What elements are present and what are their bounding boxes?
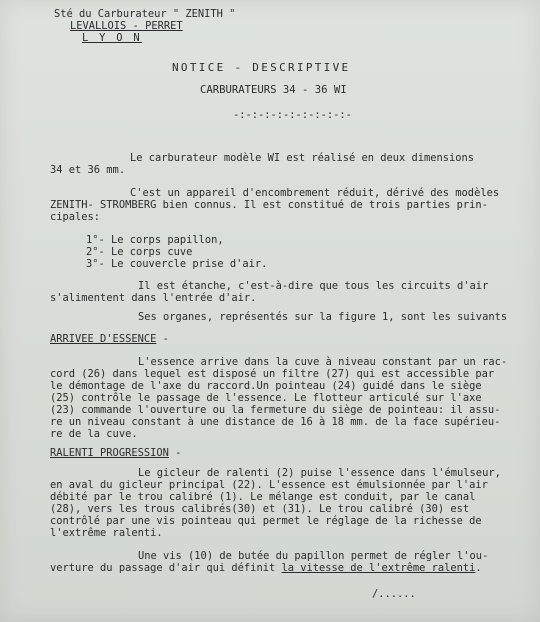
list-item: 3°- Le couvercle prise d'air. xyxy=(86,258,268,270)
section1-line: cord (26) dans lequel est disposé un filtre (27) qui est accessible par xyxy=(50,368,495,380)
section2-heading-tail: - xyxy=(168,447,182,459)
section2-p2-line2-end: . xyxy=(475,562,482,574)
section2-p2-line2-start: verture du passage d'air qui définit xyxy=(50,562,282,574)
section1-heading-text: ARRIVEE D'ESSENCE xyxy=(50,333,157,345)
intro-p3-line2: s'alimentent dans l'entrée d'air. xyxy=(50,292,257,304)
company-address: LEVALLOIS - PERRET xyxy=(70,20,183,32)
intro-p3-line1: Il est étanche, c'est-à-dire que tous les circuits d'air xyxy=(138,280,489,292)
document-title: NOTICE - DESCRIPTIVE xyxy=(172,61,351,74)
section1-line: L'essence arrive dans la cuve à niveau constant par un rac- xyxy=(138,356,508,368)
section2-p2-line2 xyxy=(50,562,482,574)
section1-line: re de la cuve. xyxy=(50,428,138,440)
title-separator: -:-:-:-:-:-:-:-:-:- xyxy=(233,109,352,121)
section-heading-fuel-supply xyxy=(50,333,169,345)
section1-line: (23) commande l'ouverture ou la fermeture du siège de pointeau: il assu- xyxy=(50,404,501,416)
section2-heading-text: RALENTI PROGRESSION xyxy=(50,447,169,459)
continuation-mark: /...... xyxy=(372,588,416,600)
section2-p2-line2-underlined: la vitesse de l'extrême ralenti xyxy=(281,562,476,574)
section1-heading-tail: - xyxy=(156,333,169,345)
intro-p2-line1: C'est un appareil d'encombrement réduit, dérivé des modèles xyxy=(130,187,500,199)
intro-p2-line3: cipales: xyxy=(50,211,101,223)
document-subtitle: CARBURATEURS 34 - 36 WI xyxy=(200,84,347,96)
list-item: 1°- Le corps papillon, xyxy=(86,234,224,246)
section1-line: le démontage de l'axe du raccord.Un pointeau (24) guidé dans le siège xyxy=(50,380,482,392)
section2-line: contrôlé par une vis pointeau qui permet le réglage de la richesse de xyxy=(50,515,482,527)
section2-line: débité par le trou calibré (1). Le mélange est conduit, par le canal xyxy=(50,491,476,503)
intro-p1-line1: Le carburateur modèle WI est réalisé en deux dimensions xyxy=(130,152,475,164)
intro-p2-line2: ZENITH- STROMBERG bien connus. Il est constitué de trois parties prin- xyxy=(50,199,488,211)
intro-p1-line2: 34 et 36 mm. xyxy=(50,164,126,176)
section2-line: (28), vers les trous calibrés(30) et (31). Le trou calibré (30) est xyxy=(50,503,470,515)
intro-p4-line1: Ses organes, représentés sur la figure 1, sont les suivants xyxy=(138,311,508,323)
section-heading-idle-progression xyxy=(50,447,181,459)
company-city: L Y O N xyxy=(82,32,142,44)
section2-line: Le gicleur de ralenti (2) puise l'essence dans l'émulseur, xyxy=(138,467,501,479)
section2-p2-line1: Une vis (10) de butée du papillon permet de régler l'ou- xyxy=(138,550,489,562)
company-name: Sté du Carburateur " ZENITH " xyxy=(54,8,236,20)
section2-line: l'extrême ralenti. xyxy=(50,527,163,539)
section2-line: en aval du gicleur principal (22). L'essence est émulsionnée par l'air xyxy=(50,479,488,491)
section1-line: (25) contrôle le passage de l'essence. Le flotteur articulé sur l'axe xyxy=(50,392,482,404)
list-item: 2°- Le corps cuve xyxy=(86,246,193,258)
section1-line: re un niveau constant à une distance de 16 à 18 mm. de la face supérieu- xyxy=(50,416,501,428)
